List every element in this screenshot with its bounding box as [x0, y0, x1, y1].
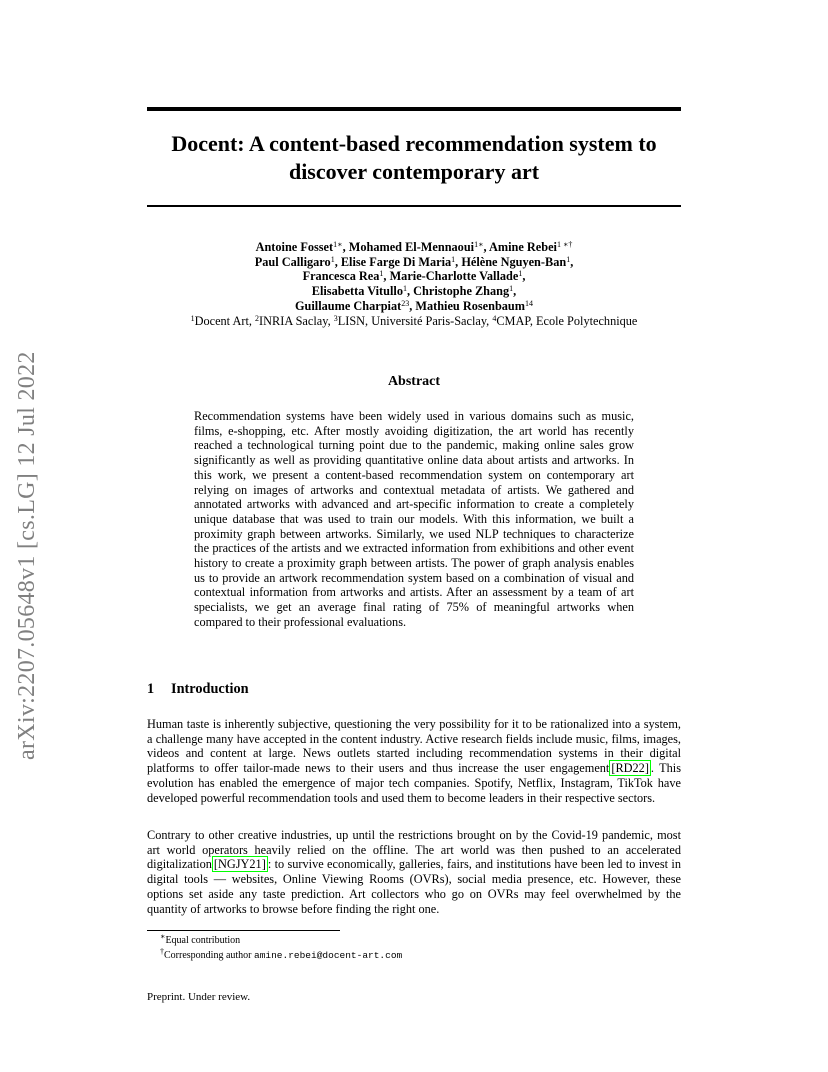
author-name: Guillaume Charpiat [294, 298, 402, 313]
footnote-mark: † [160, 947, 164, 956]
footnote-2 [160, 947, 403, 962]
author-name: Paul Calligaro [254, 254, 331, 269]
author-name: Amine Rebei [489, 240, 557, 254]
author-sup: 1 ∗† [556, 240, 573, 249]
affil-text: Docent Art, [194, 313, 256, 328]
author-line-5: Guillaume Charpiat$^{23}$, Mathieu Rosenbaum$^{14}$ [294, 298, 534, 313]
paper-title [147, 130, 681, 186]
author-name: Marie-Charlotte Vallade [389, 269, 519, 284]
author-name: Christophe Zhang [413, 284, 510, 299]
author-sup: 1∗ [474, 240, 484, 249]
citation-link[interactable]: [NGJY21] [213, 857, 266, 872]
affiliations [130, 314, 698, 329]
affil-text: INRIA Saclay, [259, 313, 334, 328]
footnote-text: Equal contribution [165, 935, 241, 946]
title-line-2: discover contemporary art [288, 159, 540, 184]
author-line-2: Paul Calligaro$^1$, Elise Farge Di Maria$^1$, Hélène Nguyen-Ban$^1$, [254, 254, 574, 269]
abstract-heading: Abstract [387, 374, 441, 389]
author-name: Elisabetta Vitullo [311, 284, 403, 299]
author-name: Antoine Fosset [255, 240, 334, 254]
title-line-1: Docent: A content-based recommendation system to [171, 131, 657, 156]
email-link[interactable]: amine.rebei@docent-art.com [254, 950, 403, 961]
citation-link[interactable]: [RD22] [611, 761, 649, 776]
author-sup: 1 [566, 254, 571, 264]
affil-sup: 3 [333, 313, 338, 323]
author-block [130, 240, 698, 328]
affil-sup: 4 [492, 313, 497, 323]
author-sup: 23 [401, 298, 410, 308]
footnote-1 [160, 932, 241, 947]
author-sup: 1 [379, 269, 384, 279]
footnote-rule [147, 930, 340, 931]
author-sup: 14 [525, 298, 534, 308]
author-sup: 1∗ [333, 240, 343, 249]
arxiv-stamp: arXiv:2207.05648v1 [cs.LG] 12 Jul 2022 [14, 351, 40, 760]
affil-sup: 1 [190, 313, 195, 323]
author-name: Hélène Nguyen-Ban [461, 254, 567, 269]
section-title: Introduction [171, 681, 249, 697]
title-top-rule [147, 107, 681, 111]
section-heading [147, 681, 249, 698]
author-name: Mathieu Rosenbaum [415, 298, 526, 313]
intro-paragraph-1 [147, 717, 681, 805]
author-line-3: Francesca Rea$^1$, Marie-Charlotte Vallade$^1$, [302, 269, 526, 284]
section-number: 1 [147, 681, 155, 697]
affil-text: CMAP, Ecole Polytechnique [496, 313, 638, 328]
author-name: Mohamed El-Mennaoui [348, 240, 475, 254]
preprint-note: Preprint. Under review. [147, 991, 251, 1003]
author-line-1: Antoine Fosset$^{1∗}$, Mohamed El-Mennaoui$^{1∗}$, Amine Rebei$^{1 ∗\dagger}$ [255, 240, 573, 254]
affil-sup: 2 [255, 313, 260, 323]
paragraph-text: . This evolution has enabled the emergence of major tech companies. Spotify, Netflix, Instagram, TikTok have developed powerful recommendation tools and used them to become leaders in their respective sectors. [147, 761, 681, 805]
author-sup: 1 [509, 284, 514, 294]
author-sup: 1 [518, 269, 523, 279]
author-sup: 1 [402, 284, 407, 294]
footnote-text: Corresponding author [164, 950, 254, 961]
paragraph-text: Contrary to other creative industries, up until the restrictions brought on by the Covid-19 pandemic, most art world operators heavily relied on the offline. The art world was then pushed to an accelerated digitalization [147, 828, 681, 872]
footnote-mark: ∗ [160, 932, 166, 941]
author-line-4: Elisabetta Vitullo$^1$, Christophe Zhang$^1$, [311, 284, 517, 299]
author-sup: 1 [451, 254, 456, 264]
paragraph-text: : to survive economically, galleries, fairs, and institutions have been led to invest in digital tools — websites, Online Viewing Rooms (OVRs), social media presence, etc. However, these options set aside any taste prediction. Art collectors who go on OVRs may feel overwhelmed by the quantity of artworks to browse before finding the right one. [147, 857, 681, 916]
title-bottom-rule [147, 205, 681, 207]
abstract-text: Recommendation systems have been widely used in various domains such as music, films, e-shopping, etc. After mostly avoiding digitization, the art world has recently reached a technological turning point due to the pandemic, making online sales grow significantly as well as providing quantitative online data about artists and artworks. In this work, we present a content-based recommendation system on contemporary art relying on images of artworks and contextual metadata of artists. We gathered and annotated artworks with advanced and art-specific information to create a completely unique database that was used to train our models. With this information, we built a proximity graph between artworks. Similarly, we used NLP techniques to characterize the practices of the artists and we extracted information from exhibitions and other event history to create a proximity graph between artists. The power of graph analysis enables us to provide an artwork recommendation system based on a combination of visual and contextual information from artworks and artists. After an assessment by a team of art specialists, we get an average final rating of 75% of meaningful artworks when compared to their professional evaluations. [194, 409, 634, 629]
intro-paragraph-2 [147, 828, 681, 916]
paragraph-text: Human taste is inherently subjective, questioning the very possibility for it to be rationalized into a system, a challenge many have accepted in the content industry. Active research fields include music, films, images, videos and content at large. News outlets started including recommendation systems in their digital platforms to offer tailor-made news to their users and thus increase the user engagement [147, 717, 681, 776]
author-name: Elise Farge Di Maria [340, 254, 452, 269]
affil-text: LISN, Université Paris-Saclay, [337, 313, 493, 328]
author-sup: 1 [330, 254, 335, 264]
author-name: Francesca Rea [302, 269, 380, 284]
